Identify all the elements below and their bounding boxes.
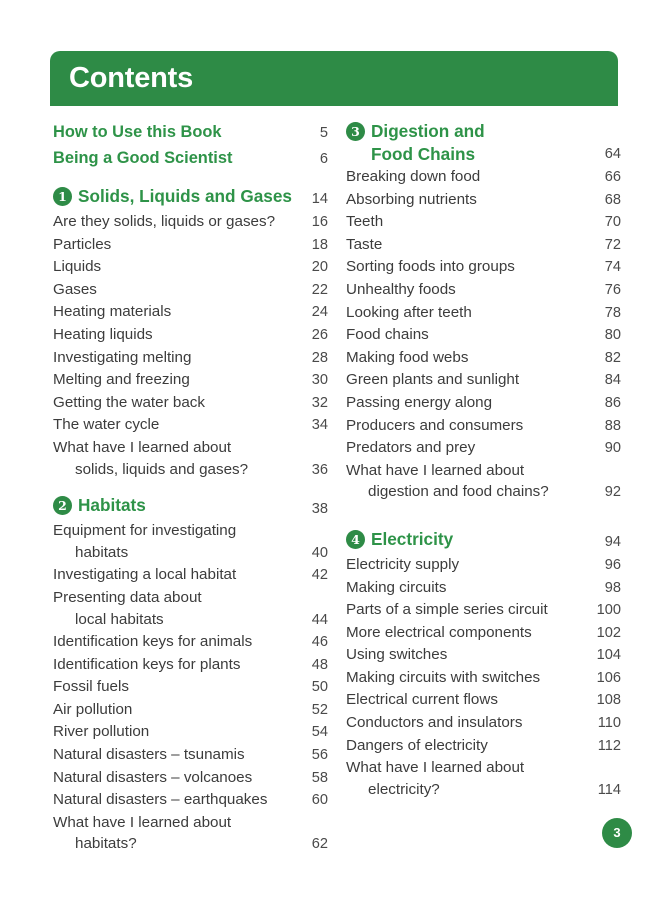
toc-entry-page-number: 18 [311,236,328,253]
toc-entry-page-number: 82 [604,349,621,366]
toc-entry-page-number: 34 [311,417,328,434]
toc-entry-row[interactable] [53,699,328,722]
toc-entry-row[interactable] [346,577,621,600]
toc-chapter-title [346,528,589,551]
toc-entry-row[interactable] [53,812,328,834]
toc-entry-row[interactable] [346,712,621,735]
toc-entry-page-number: 52 [311,701,328,718]
toc-entry-label: Making circuits [346,578,447,596]
toc-entry-label: Identification keys for animals [53,633,253,651]
toc-entry-page-number: 92 [604,484,621,501]
toc-entry-label: Getting the water back [53,393,205,411]
toc-entry-page-number: 44 [311,611,328,628]
toc-entry-page-number: 112 [597,737,621,754]
toc-entry-label: Equipment for investigating [53,522,237,540]
toc-entry-label: What have I learned about [346,461,525,479]
toc-entry-label: More electrical components [346,623,532,641]
toc-entry-row[interactable] [53,654,328,677]
toc-chapter-title [53,494,300,517]
toc-entry-row[interactable] [346,189,621,212]
toc-entry-row[interactable] [53,744,328,767]
toc-entry-label: What have I learned about [53,813,232,831]
toc-entry-label: Natural disasters – earthquakes [53,791,268,809]
toc-entry-row[interactable] [53,146,328,172]
toc-entry-row[interactable] [346,460,621,482]
toc-entry-row[interactable] [53,789,328,812]
toc-entry-row[interactable] [53,279,328,302]
toc-entry-row[interactable] [346,481,621,504]
toc-entry-label: Heating liquids [53,325,153,343]
toc-chapter-heading-row[interactable] [53,185,328,211]
toc-entry-page-number: 96 [604,556,621,573]
toc-entry-row[interactable] [53,721,328,744]
toc-entry-label: Predators and prey [346,439,476,457]
toc-entry-label: Air pollution [53,700,133,718]
toc-entry-page-number: 86 [604,394,621,411]
toc-chapter-page-number: 64 [604,146,621,163]
toc-entry-label: Breaking down food [346,168,481,185]
toc-entry-row[interactable] [346,599,621,622]
toc-entry-label: Gases [53,280,97,298]
toc-entry-row[interactable] [53,676,328,699]
toc-entry-row[interactable] [53,324,328,347]
toc-entry-row[interactable] [346,667,621,690]
toc-entry-page-number: 40 [311,544,328,561]
toc-chapter-title [346,120,589,166]
toc-entry-label: Passing energy along [346,393,493,411]
toc-entry-label: local habitats [75,610,164,628]
toc-entry-label: digestion and food chains? [368,483,549,501]
chapter-number-badge-icon: 3 [346,122,365,141]
toc-entry-label: Teeth [346,213,384,231]
toc-entry-label: The water cycle [53,416,160,434]
toc-entry-label: Making food webs [346,348,469,366]
toc-entry-row[interactable] [53,767,328,790]
toc-entry-page-number: 88 [604,417,621,434]
toc-entry-row[interactable] [53,520,328,542]
toc-entry-row[interactable] [53,414,328,437]
toc-entry-page-number: 108 [596,692,621,709]
toc-entry-row[interactable] [53,234,328,257]
toc-entry-label: Producers and consumers [346,416,524,434]
toc-entry-label: Identification keys for plants [53,655,241,673]
toc-entry-row[interactable] [53,542,328,565]
toc-entry-label: Electricity supply [346,555,460,573]
toc-entry-row[interactable] [346,392,621,415]
toc-entry-row[interactable] [346,415,621,438]
toc-entry-page-number: 36 [311,461,328,478]
toc-entry-row[interactable] [53,631,328,654]
toc-entry-row[interactable] [53,369,328,392]
toc-entry-row[interactable] [346,622,621,645]
toc-entry-label: Parts of a simple series circuit [346,601,548,619]
toc-entry-label: habitats? [75,835,137,853]
toc-entry-page-number: 74 [604,259,621,276]
toc-entry-row[interactable] [53,609,328,632]
toc-entry-row[interactable] [346,735,621,758]
chapter-title-text: Electricity [371,528,454,549]
toc-entry-page-number: 30 [311,372,328,389]
toc-entry-page-number: 58 [311,769,328,786]
toc-entry-label: Absorbing nutrients [346,190,477,208]
toc-entry-label: Taste [346,235,383,253]
toc-entry-row[interactable] [346,554,621,577]
toc-chapter-page-number: 14 [311,191,328,208]
toc-entry-label: Investigating melting [53,348,192,366]
toc-entry-row[interactable] [346,689,621,712]
toc-entry-page-number: 54 [311,724,328,741]
toc-entry-row[interactable] [346,302,621,325]
page-number-badge: 3 [602,818,632,848]
toc-entry-label: What have I learned about [53,438,232,456]
spacer [346,504,621,515]
toc-entry-page-number: 16 [311,214,328,230]
chapter-title-text: Habitats [78,495,146,516]
toc-entry-page-number: 110 [597,715,621,732]
toc-entry-label: Electrical current flows [346,691,498,709]
toc-entry-row[interactable] [53,211,328,234]
toc-entry-label: electricity? [368,780,440,798]
toc-entry-row[interactable] [53,256,328,279]
toc-entry-page-number: 104 [596,647,621,664]
toc-entry-label: Heating materials [53,303,172,321]
chapter-number-badge-icon: 2 [53,496,72,515]
toc-entry-label: Melting and freezing [53,371,190,389]
toc-entry-label: Natural disasters – volcanoes [53,768,253,786]
toc-entry-label: Making circuits with switches [346,668,541,686]
toc-entry-page-number: 62 [311,836,328,853]
toc-entry-page-number: 78 [604,304,621,321]
toc-entry-label: Are they solids, liquids or gases? [53,213,276,230]
toc-entry-row[interactable] [346,166,621,189]
toc-entry-row[interactable] [53,120,328,146]
contents-left-column [53,120,328,856]
toc-entry-row[interactable] [53,347,328,370]
toc-entry-label: Conductors and insulators [346,714,523,732]
toc-entry-row[interactable] [53,301,328,324]
toc-entry-page-number: 20 [311,259,328,276]
toc-entry-page-number: 26 [311,326,328,343]
chapter-number-badge-icon: 1 [53,187,72,206]
toc-entry-page-number: 84 [604,372,621,389]
toc-entry-label: Using switches [346,646,448,664]
toc-entry-page-number: 98 [604,579,621,596]
toc-entry-page-number: 100 [596,602,621,619]
toc-front-matter-label: How to Use this Book [53,123,222,141]
toc-entry-label: solids, liquids and gases? [75,460,249,478]
toc-entry-row[interactable] [53,564,328,587]
toc-entry-page-number: 56 [311,747,328,764]
toc-entry-label: Dangers of electricity [346,736,488,754]
toc-entry-page-number: 80 [604,327,621,344]
toc-entry-row[interactable] [346,779,621,802]
toc-entry-page-number: 22 [311,281,328,298]
toc-entry-label: Looking after teeth [346,303,472,321]
toc-entry-row[interactable] [346,347,621,370]
toc-front-matter-page-number: 5 [319,125,328,141]
toc-entry-label: Unhealthy foods [346,280,456,298]
toc-entry-page-number: 68 [604,191,621,208]
toc-entry-row[interactable] [346,757,621,779]
toc-entry-label: Investigating a local habitat [53,566,237,584]
toc-entry-page-number: 70 [604,214,621,231]
toc-entry-page-number: 66 [604,169,621,185]
toc-entry-label: Green plants and sunlight [346,371,520,389]
toc-entry-page-number: 50 [311,679,328,696]
toc-entry-row[interactable] [346,644,621,667]
contents-columns [0,120,660,856]
toc-entry-page-number: 24 [311,304,328,321]
toc-entry-row[interactable] [53,587,328,609]
chapter-title-text: Solids, Liquids and Gases [78,186,292,206]
toc-entry-page-number: 114 [597,781,621,798]
toc-entry-label: River pollution [53,723,150,741]
toc-entry-row[interactable] [346,211,621,234]
chapter-title-text-line2: Food Chains [371,144,476,164]
toc-chapter-heading-row[interactable] [53,494,328,520]
toc-entry-label: Liquids [53,258,102,276]
toc-entry-page-number: 48 [311,656,328,673]
toc-entry-page-number: 60 [311,792,328,809]
toc-entry-label: Natural disasters – tsunamis [53,746,245,764]
toc-chapter-heading-row[interactable] [346,528,621,554]
toc-entry-row[interactable] [346,324,621,347]
toc-entry-row[interactable] [346,256,621,279]
toc-entry-page-number: 72 [604,236,621,253]
toc-entry-page-number: 42 [311,567,328,584]
toc-chapter-title [53,185,300,208]
toc-chapter-page-number: 94 [604,534,621,551]
page-title: Contents [69,62,194,94]
toc-chapter-page-number: 38 [311,500,328,517]
toc-entry-row[interactable] [53,392,328,415]
toc-entry-row[interactable] [53,437,328,459]
contents-header-bar [50,51,618,106]
toc-entry-label: What have I learned about [346,759,525,777]
toc-front-matter-label: Being a Good Scientist [53,149,233,167]
toc-entry-page-number: 106 [596,669,621,686]
toc-chapter-heading-row[interactable] [346,120,621,166]
toc-entry-label: habitats [75,543,129,561]
toc-entry-row[interactable] [346,437,621,460]
toc-entry-label: Presenting data about [53,588,202,606]
toc-entry-label: Particles [53,235,112,253]
toc-entry-label: Sorting foods into groups [346,258,515,276]
toc-entry-page-number: 90 [604,440,621,457]
toc-entry-page-number: 76 [604,281,621,298]
toc-entry-label: Fossil fuels [53,678,129,696]
contents-right-column [346,120,621,856]
toc-entry-page-number: 102 [596,624,621,641]
toc-entry-label: Food chains [346,326,429,344]
toc-entry-row[interactable] [53,459,328,482]
chapter-number-badge-icon: 4 [346,530,365,549]
toc-entry-row[interactable] [53,833,328,856]
toc-front-matter-page-number: 6 [319,151,328,167]
chapter-title-text: Digestion and Food Chains [371,121,485,164]
toc-entry-page-number: 32 [311,394,328,411]
toc-entry-page-number: 28 [311,349,328,366]
toc-entry-row[interactable] [346,369,621,392]
toc-entry-page-number: 46 [311,634,328,651]
toc-entry-row[interactable] [346,234,621,257]
toc-entry-row[interactable] [346,279,621,302]
